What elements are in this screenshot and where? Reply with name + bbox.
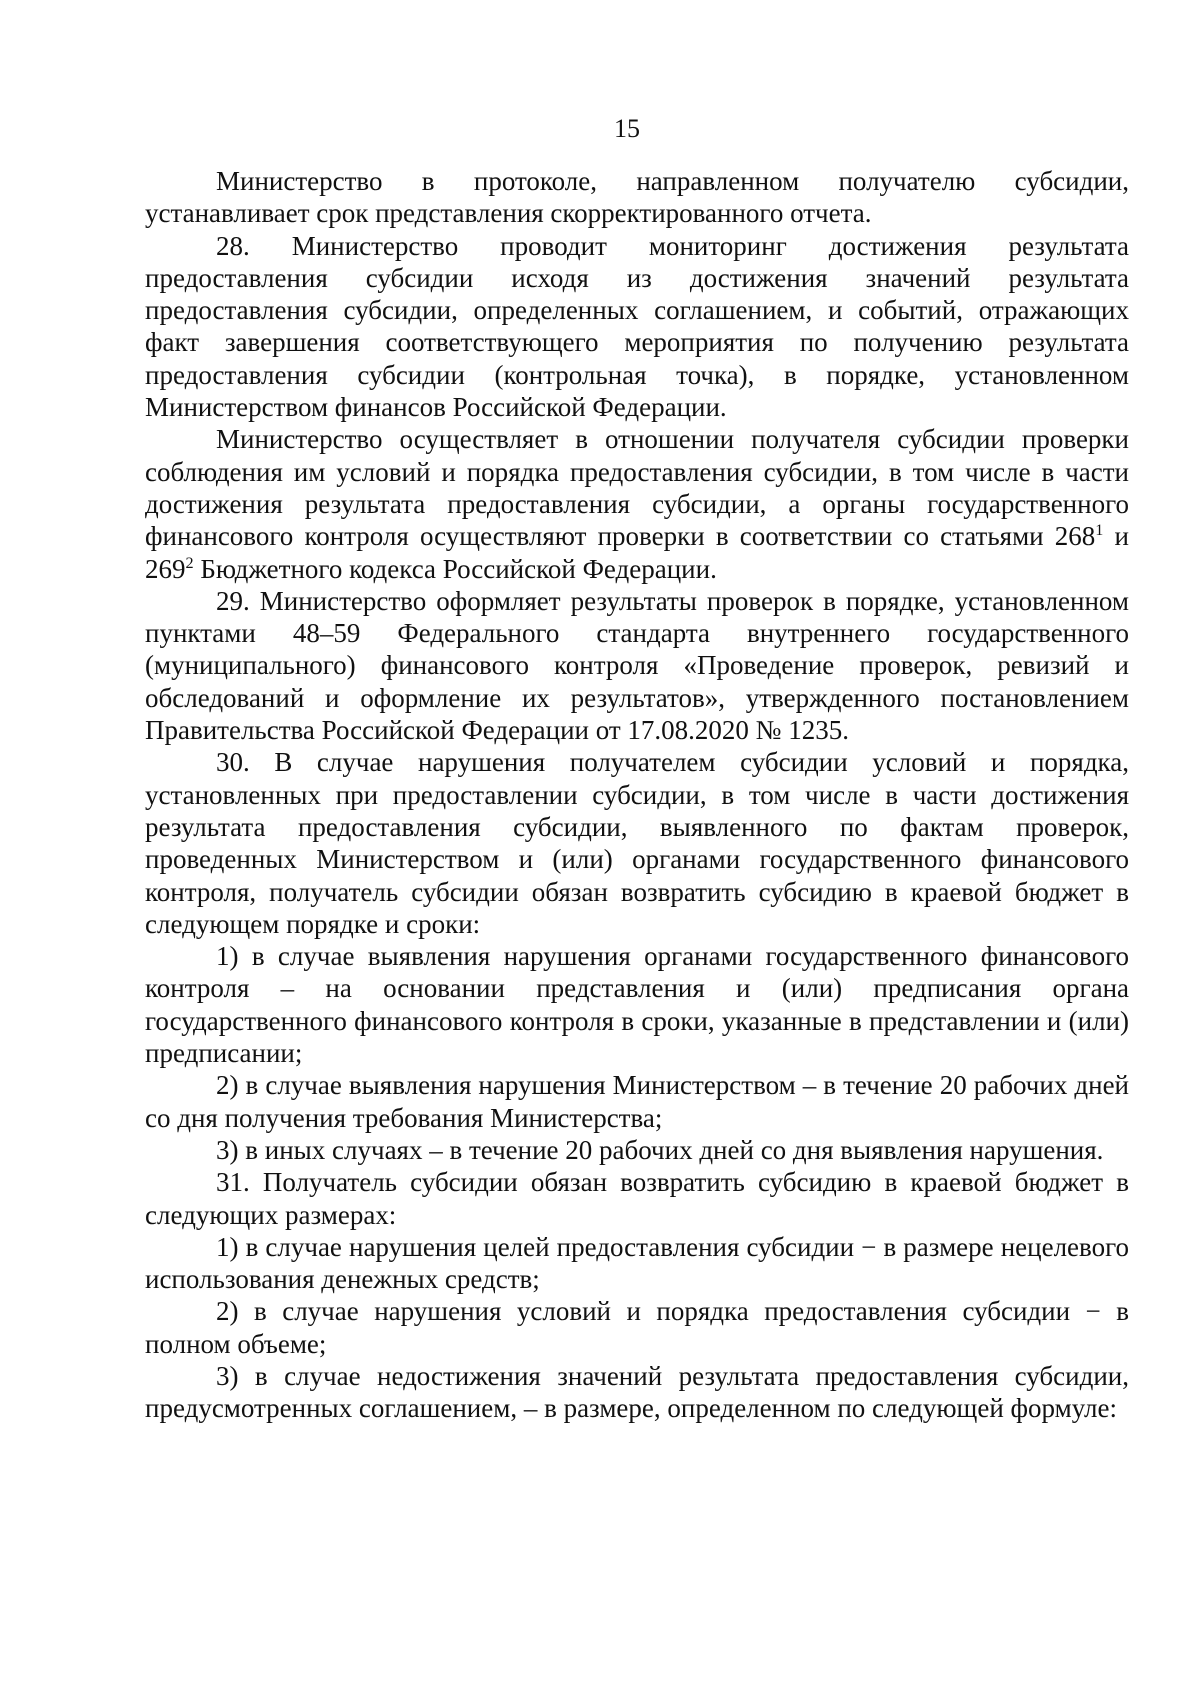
paragraph-inspections-text-start: Министерство осуществляет в отношении получателя субсидии проверки соблюдения им условий и порядка предоставления субсидии, в том числе в части достижения результата предоставления субсидии, а органы государственного финансового контроля осуществляют проверки в соответствии со статьями 268 — [145, 424, 1129, 552]
paragraph-inspections-text-middle: и 269 — [145, 521, 1129, 584]
paragraph-31-refund: 31. Получатель субсидии обязан возвратить субсидию в краевой бюджет в следующих размерах: — [145, 1167, 1129, 1230]
list-item-30-2: 2) в случае выявления нарушения Министерством – в течение 20 рабочих дней со дня получения требования Министерства; — [145, 1070, 1129, 1133]
article-268-superscript: 1 — [1095, 521, 1104, 540]
page-number: 15 — [614, 114, 640, 143]
paragraph-29-results: 29. Министерство оформляет результаты проверок в порядке, установленном пунктами 48–59 Федерального стандарта внутреннего государственного (муниципального) финансового контроля «Проведение проверок, ревизий и обследований и оформление их результатов», утвержденного постановлением Правительства Российской Федерации от 17.08.2020 № 1235. — [145, 585, 1129, 746]
list-item-31-1: 1) в случае нарушения целей предоставления субсидии − в размере нецелевого использования денежных средств; — [145, 1231, 1129, 1295]
list-item-31-3: 3) в случае недостижения значений результата предоставления субсидии, предусмотренных соглашением, – в размере, определенном по следующей формуле: — [145, 1360, 1129, 1424]
document-body — [145, 165, 1129, 1425]
article-269-superscript: 2 — [185, 553, 194, 572]
paragraph-30-violation: 30. В случае нарушения получателем субсидии условий и порядка, установленных при предоставлении субсидии, в том числе в части достижения результата предоставления субсидии, выявленного по фактам проверок, проведенных Министерством и (или) органами государственного финансового контроля, получатель субсидии обязан возвратить субсидию в краевой бюджет в следующем порядке и сроки: — [145, 747, 1129, 939]
paragraph-inspections-text-end: Бюджетного кодекса Российской Федерации. — [193, 553, 717, 584]
paragraph-protocol-deadline: Министерство в протоколе, направленном получателю субсидии, устанавливает срок представления скорректированного отчета. — [145, 166, 1129, 229]
list-item-30-1: 1) в случае выявления нарушения органами государственного финансового контроля – на основании представления и (или) предписания органа государственного финансового контроля в сроки, указанные в представлении и (или) предписании; — [145, 941, 1129, 1069]
list-item-31-2: 2) в случае нарушения условий и порядка предоставления субсидии − в полном объеме; — [145, 1296, 1129, 1359]
paragraph-28-monitoring: 28. Министерство проводит мониторинг достижения результата предоставления субсидии исходя из достижения значений результата предоставления субсидии, определенных соглашением, и событий, отражающих факт завершения соответствующего мероприятия по получению результата предоставления субсидии (контрольная точка), в порядке, установленном Министерством финансов Российской Федерации. — [145, 230, 1129, 423]
list-item-30-3: 3) в иных случаях – в течение 20 рабочих дней со дня выявления нарушения. — [216, 1134, 1104, 1165]
paragraph-inspections — [145, 423, 1129, 584]
